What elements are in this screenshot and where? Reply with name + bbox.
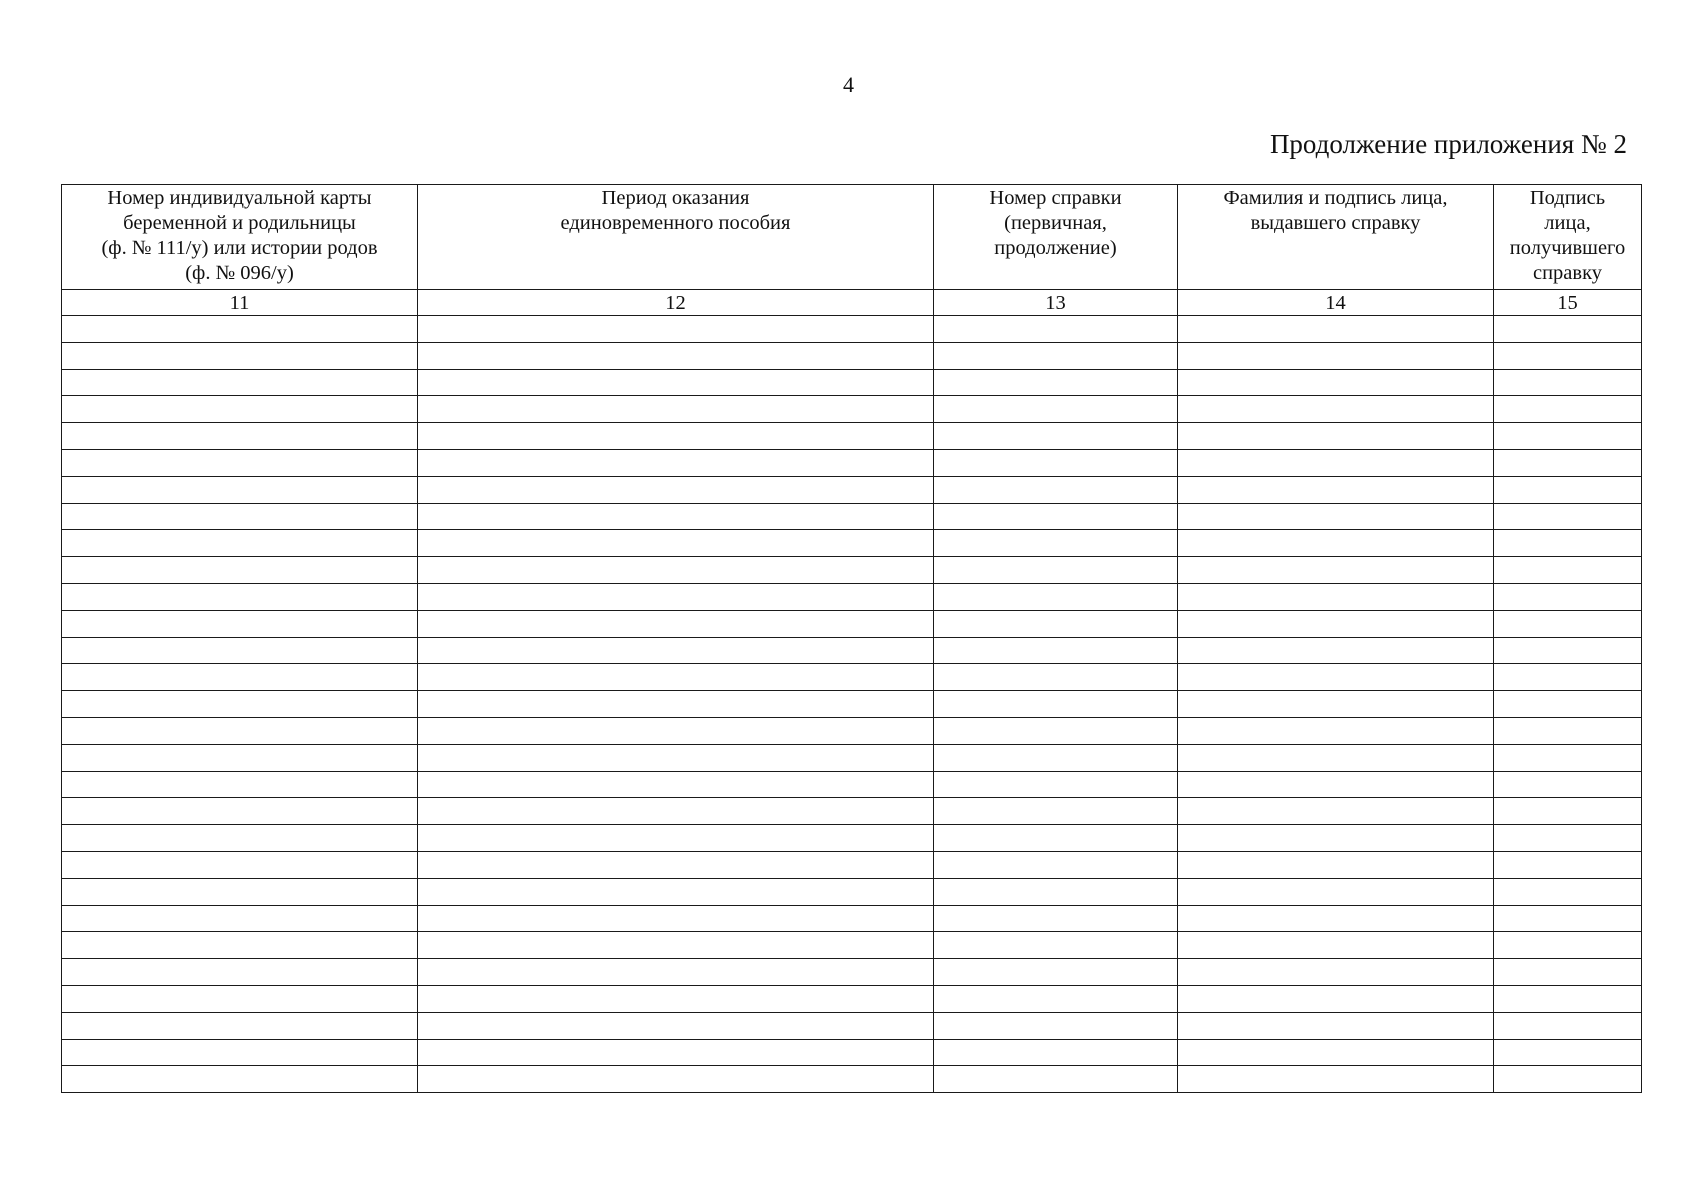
table-cell[interactable] (418, 610, 934, 637)
table-cell[interactable] (1178, 1066, 1494, 1093)
table-row (62, 1012, 1642, 1039)
table-cell[interactable] (934, 905, 1178, 932)
table-cell[interactable] (934, 878, 1178, 905)
table-cell[interactable] (62, 798, 418, 825)
table-cell[interactable] (1178, 369, 1494, 396)
table-cell[interactable] (1178, 771, 1494, 798)
table-cell[interactable] (934, 1066, 1178, 1093)
table-cell[interactable] (418, 396, 934, 423)
table-cell[interactable] (418, 1039, 934, 1066)
table-cell[interactable] (934, 449, 1178, 476)
table-cell[interactable] (934, 851, 1178, 878)
table-row (62, 637, 1642, 664)
table-row (62, 476, 1642, 503)
table-cell[interactable] (1494, 664, 1642, 691)
table-cell[interactable] (62, 1039, 418, 1066)
table-cell[interactable] (418, 798, 934, 825)
table-cell[interactable] (1178, 878, 1494, 905)
table-cell[interactable] (1178, 691, 1494, 718)
table-cell[interactable] (1178, 476, 1494, 503)
table-row (62, 530, 1642, 557)
table-row (62, 583, 1642, 610)
table-cell[interactable] (934, 932, 1178, 959)
table-cell[interactable] (1178, 744, 1494, 771)
table-cell[interactable] (1494, 369, 1642, 396)
table-cell[interactable] (418, 744, 934, 771)
table-row (62, 423, 1642, 450)
table-cell[interactable] (934, 985, 1178, 1012)
table-cell[interactable] (934, 423, 1178, 450)
table-cell[interactable] (62, 691, 418, 718)
table-cell[interactable] (418, 878, 934, 905)
table-cell[interactable] (1178, 825, 1494, 852)
table-body (62, 316, 1642, 1093)
column-header-recipient-signature: Подпись лица, получившего справку (1494, 185, 1642, 290)
column-number-11: 11 (62, 290, 418, 316)
table-cell[interactable] (934, 342, 1178, 369)
table-cell[interactable] (1494, 396, 1642, 423)
table-cell[interactable] (62, 637, 418, 664)
table-cell[interactable] (418, 557, 934, 584)
table-cell[interactable] (934, 1039, 1178, 1066)
table-cell[interactable] (934, 530, 1178, 557)
table-row (62, 664, 1642, 691)
table-header-row (62, 185, 1642, 290)
table-cell[interactable] (62, 423, 418, 450)
table-cell[interactable] (1494, 959, 1642, 986)
table-cell[interactable] (934, 610, 1178, 637)
table-cell[interactable] (62, 557, 418, 584)
table-row (62, 825, 1642, 852)
table-cell[interactable] (1178, 851, 1494, 878)
table-cell[interactable] (1178, 798, 1494, 825)
table-row (62, 959, 1642, 986)
table-cell[interactable] (1494, 316, 1642, 343)
table-cell[interactable] (1178, 905, 1494, 932)
table-cell[interactable] (1494, 932, 1642, 959)
table-row (62, 878, 1642, 905)
table-cell[interactable] (1494, 1012, 1642, 1039)
table-cell[interactable] (418, 316, 934, 343)
table-cell[interactable] (1494, 878, 1642, 905)
table-cell[interactable] (934, 396, 1178, 423)
table-cell[interactable] (1178, 1012, 1494, 1039)
table-cell[interactable] (1494, 476, 1642, 503)
table-cell[interactable] (1178, 985, 1494, 1012)
table-cell[interactable] (62, 771, 418, 798)
table-cell[interactable] (1494, 1066, 1642, 1093)
table-cell[interactable] (1494, 637, 1642, 664)
table-cell[interactable] (62, 530, 418, 557)
table-cell[interactable] (934, 503, 1178, 530)
table-cell[interactable] (1494, 825, 1642, 852)
table-cell[interactable] (1178, 530, 1494, 557)
column-number-14: 14 (1178, 290, 1494, 316)
table-cell[interactable] (418, 959, 934, 986)
table-cell[interactable] (418, 771, 934, 798)
table-row (62, 691, 1642, 718)
table-cell[interactable] (62, 905, 418, 932)
table-cell[interactable] (934, 771, 1178, 798)
table-row (62, 342, 1642, 369)
table-cell[interactable] (62, 744, 418, 771)
table-cell[interactable] (418, 851, 934, 878)
table-cell[interactable] (1494, 798, 1642, 825)
table-cell[interactable] (1178, 717, 1494, 744)
table-cell[interactable] (62, 369, 418, 396)
annex-title: Продолжение приложения № 2 (1269, 129, 1627, 159)
table-cell[interactable] (1494, 449, 1642, 476)
table-cell[interactable] (934, 1012, 1178, 1039)
table-cell[interactable] (934, 583, 1178, 610)
table-row (62, 905, 1642, 932)
table-cell[interactable] (1178, 583, 1494, 610)
table-cell[interactable] (1494, 610, 1642, 637)
table-cell[interactable] (62, 342, 418, 369)
table-cell[interactable] (62, 583, 418, 610)
table-cell[interactable] (418, 691, 934, 718)
table-cell[interactable] (934, 825, 1178, 852)
table-cell[interactable] (1494, 423, 1642, 450)
table-cell[interactable] (1178, 610, 1494, 637)
table-cell[interactable] (62, 664, 418, 691)
table-cell[interactable] (418, 717, 934, 744)
table-row (62, 503, 1642, 530)
table-cell[interactable] (934, 744, 1178, 771)
table-row (62, 396, 1642, 423)
table-cell[interactable] (934, 959, 1178, 986)
table-cell[interactable] (1178, 1039, 1494, 1066)
table-cell[interactable] (62, 316, 418, 343)
table-cell[interactable] (418, 664, 934, 691)
table-cell[interactable] (1178, 396, 1494, 423)
column-number-15: 15 (1494, 290, 1642, 316)
table-cell[interactable] (418, 342, 934, 369)
table-cell[interactable] (1178, 316, 1494, 343)
table-row (62, 744, 1642, 771)
table-cell[interactable] (934, 664, 1178, 691)
table-cell[interactable] (1178, 637, 1494, 664)
table-cell[interactable] (418, 476, 934, 503)
table-cell[interactable] (62, 825, 418, 852)
table-row (62, 985, 1642, 1012)
table-row (62, 932, 1642, 959)
table-cell[interactable] (1178, 342, 1494, 369)
table-row (62, 610, 1642, 637)
table-row (62, 316, 1642, 343)
table-cell[interactable] (1178, 959, 1494, 986)
register-table (61, 184, 1642, 1093)
table-cell[interactable] (62, 1012, 418, 1039)
table-cell[interactable] (1494, 691, 1642, 718)
table-cell[interactable] (1494, 583, 1642, 610)
table-cell[interactable] (1494, 1039, 1642, 1066)
table-cell[interactable] (934, 369, 1178, 396)
table-row (62, 851, 1642, 878)
table-row (62, 771, 1642, 798)
column-header-certificate-number: Номер справки (первичная, продолжение) (934, 185, 1178, 290)
table-row (62, 1039, 1642, 1066)
table-cell[interactable] (934, 798, 1178, 825)
table-cell[interactable] (934, 476, 1178, 503)
table-cell[interactable] (1178, 932, 1494, 959)
table-cell[interactable] (62, 476, 418, 503)
table-cell[interactable] (418, 932, 934, 959)
table-cell[interactable] (1494, 744, 1642, 771)
table-cell[interactable] (1178, 557, 1494, 584)
table-cell[interactable] (1178, 449, 1494, 476)
column-number-13: 13 (934, 290, 1178, 316)
table-cell[interactable] (418, 825, 934, 852)
table-cell[interactable] (1494, 771, 1642, 798)
table-cell[interactable] (1494, 717, 1642, 744)
column-header-issuer-name-signature: Фамилия и подпись лица, выдавшего справку (1178, 185, 1494, 290)
table-cell[interactable] (62, 610, 418, 637)
table-cell[interactable] (418, 985, 934, 1012)
table-cell[interactable] (1178, 664, 1494, 691)
table-cell[interactable] (62, 878, 418, 905)
table-cell[interactable] (418, 905, 934, 932)
column-number-12: 12 (418, 290, 934, 316)
table-cell[interactable] (418, 449, 934, 476)
table-cell[interactable] (62, 396, 418, 423)
table-cell[interactable] (934, 637, 1178, 664)
table-row (62, 449, 1642, 476)
table-cell[interactable] (62, 851, 418, 878)
table-row (62, 717, 1642, 744)
table-row (62, 1066, 1642, 1093)
table-row (62, 369, 1642, 396)
table-row (62, 557, 1642, 584)
table-cell[interactable] (62, 985, 418, 1012)
table-cell[interactable] (934, 691, 1178, 718)
table-cell[interactable] (1494, 557, 1642, 584)
page-number: 4 (843, 72, 854, 97)
table-cell[interactable] (62, 932, 418, 959)
table-cell[interactable] (418, 503, 934, 530)
table-cell[interactable] (1494, 530, 1642, 557)
table-row (62, 798, 1642, 825)
table-cell[interactable] (62, 503, 418, 530)
table-cell[interactable] (418, 530, 934, 557)
column-header-card-number: Номер индивидуальной карты беременной и родильницы (ф. № 111/у) или истории родов (ф. № 096/у) (62, 185, 418, 290)
table-cell[interactable] (62, 959, 418, 986)
table-cell[interactable] (1178, 423, 1494, 450)
table-cell[interactable] (418, 423, 934, 450)
table-cell[interactable] (62, 1066, 418, 1093)
table-cell[interactable] (934, 557, 1178, 584)
table-cell[interactable] (934, 717, 1178, 744)
column-number-row (62, 290, 1642, 316)
table-cell[interactable] (62, 449, 418, 476)
table-cell[interactable] (62, 717, 418, 744)
table-cell[interactable] (1178, 503, 1494, 530)
table-cell[interactable] (418, 1066, 934, 1093)
table-cell[interactable] (1494, 905, 1642, 932)
table-cell[interactable] (1494, 985, 1642, 1012)
table-cell[interactable] (1494, 503, 1642, 530)
column-header-benefit-period: Период оказания единовременного пособия (418, 185, 934, 290)
table-cell[interactable] (418, 1012, 934, 1039)
table-cell[interactable] (1494, 851, 1642, 878)
table-cell[interactable] (934, 316, 1178, 343)
table-cell[interactable] (418, 583, 934, 610)
table-cell[interactable] (418, 369, 934, 396)
table-cell[interactable] (418, 637, 934, 664)
table-cell[interactable] (1494, 342, 1642, 369)
